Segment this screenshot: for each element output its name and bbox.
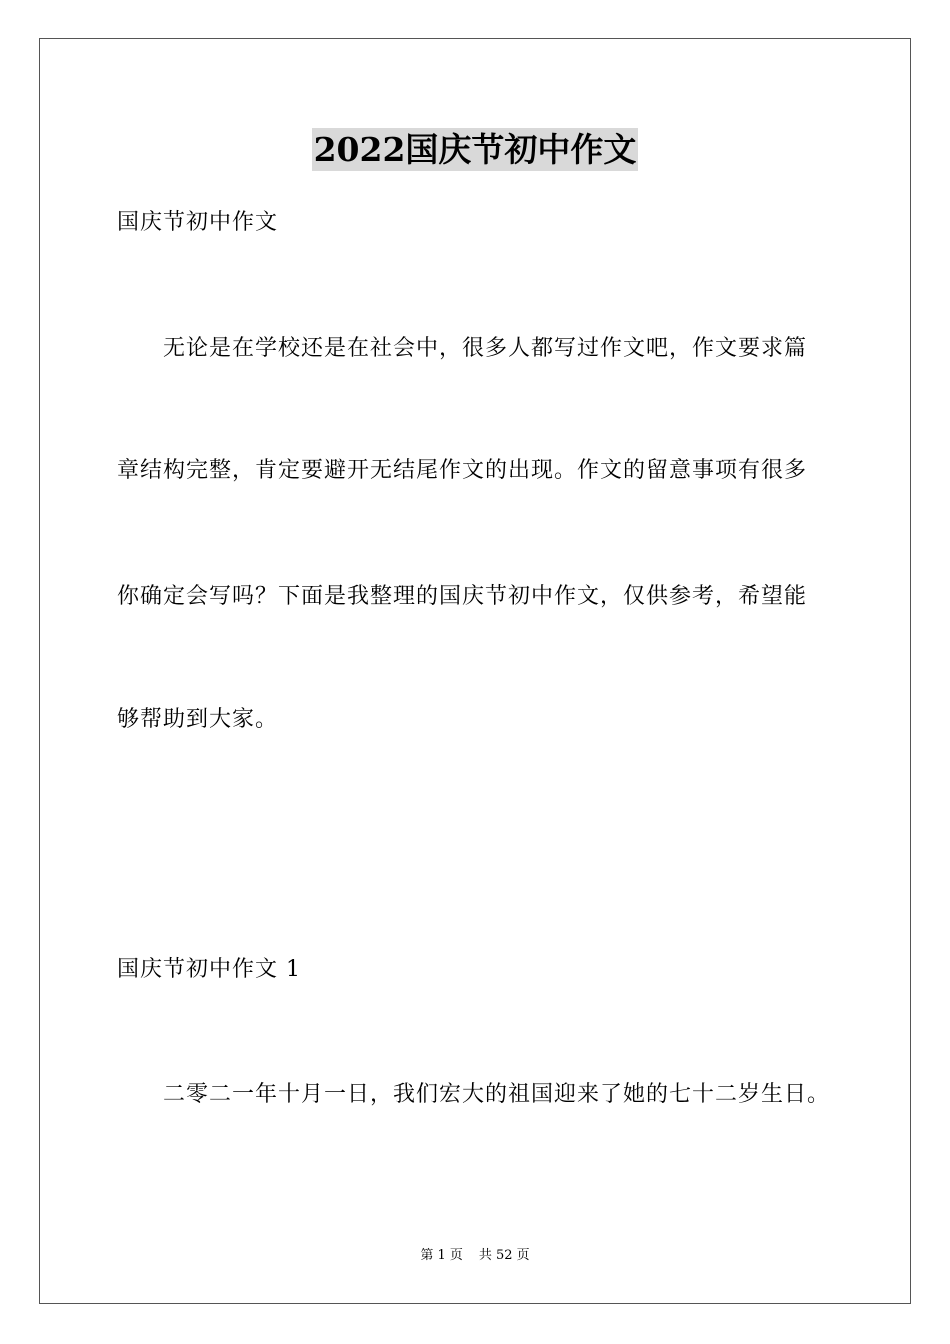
paragraph-line: 章结构完整，肯定要避开无结尾作文的出现。作文的留意事项有很多 [117, 458, 808, 483]
paragraph-line: 二零二一年十月一日，我们宏大的祖国迎来了她的七十二岁生日。 [163, 1082, 831, 1107]
page-footer [0, 1247, 950, 1265]
paragraph-line: 够帮助到大家。 [117, 707, 279, 732]
paragraph-line: 无论是在学校还是在社会中，很多人都写过作文吧，作文要求篇 [163, 336, 808, 361]
document-title-text: 2022国庆节初中作文 [313, 130, 637, 169]
page-total: 共 52 页 [478, 1248, 530, 1263]
document-subtitle: 国庆节初中作文 [117, 210, 279, 235]
document-title [0, 126, 950, 174]
section-heading: 国庆节初中作文 1 [117, 957, 301, 982]
page-number: 第 1 页 [420, 1248, 463, 1263]
paragraph-line: 你确定会写吗？下面是我整理的国庆节初中作文，仅供参考，希望能 [117, 584, 808, 609]
